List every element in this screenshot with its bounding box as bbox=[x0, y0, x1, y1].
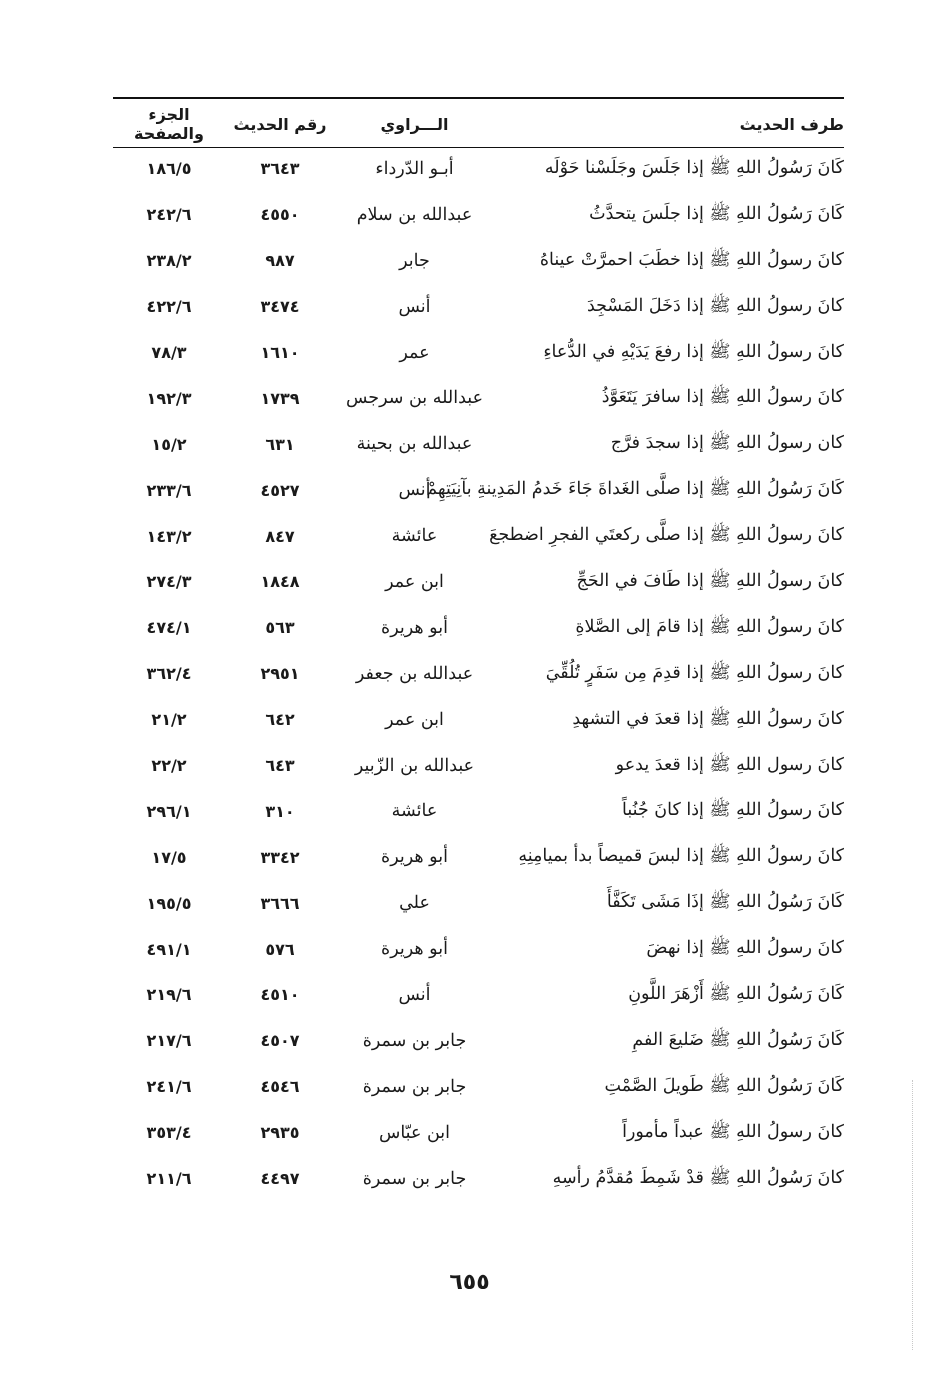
narrator-cell: أبو هريرة bbox=[381, 939, 448, 960]
volume-page-cell: ٢١/٢ bbox=[151, 710, 187, 730]
volume-page-cell: ١٩٢/٣ bbox=[146, 388, 192, 408]
hadith-number-cell: ٤٥٢٧ bbox=[260, 480, 300, 500]
narrator-cell: جابر بن سمرة bbox=[362, 1030, 467, 1051]
table-row bbox=[113, 1018, 854, 1064]
table-row bbox=[113, 284, 854, 330]
narrator-cell: ابن عمر bbox=[385, 709, 444, 730]
narrator-cell: أنس bbox=[398, 480, 431, 501]
hadith-text-cell: كانَ رسولُ اللهِ ﷺ إذا سافرَ يَتَعَوَّذُ bbox=[601, 387, 844, 408]
header-volume-page: الجزء والصفحة bbox=[134, 105, 204, 143]
hadith-number-cell: ٤٥٥٠ bbox=[260, 205, 300, 225]
narrator-cell: علي bbox=[399, 893, 430, 914]
table-row bbox=[113, 972, 854, 1018]
hadith-number-cell: ٦٣١ bbox=[265, 434, 295, 454]
hadith-number-cell: ٦٤٣ bbox=[265, 756, 295, 776]
hadith-text-cell: كَانَ رَسُولُ اللهِ ﷺ ضَليعَ الفمِ bbox=[632, 1029, 844, 1050]
table-row bbox=[113, 559, 854, 605]
table-row bbox=[113, 926, 854, 972]
top-rule bbox=[113, 97, 844, 99]
hadith-number-cell: ٤٥١٠ bbox=[260, 985, 300, 1005]
hadith-number-cell: ٢٩٥١ bbox=[260, 664, 300, 684]
narrator-cell: عبدالله بن الزّبير bbox=[354, 755, 475, 776]
narrator-cell: عبدالله بن سرجس bbox=[345, 388, 484, 409]
volume-page-cell: ١٧/٥ bbox=[151, 847, 187, 867]
hadith-number-cell: ٨٤٧ bbox=[265, 526, 295, 546]
hadith-number-cell: ٣١٠ bbox=[265, 801, 295, 821]
hadith-number-cell: ٤٥٤٦ bbox=[260, 1077, 300, 1097]
hadith-number-cell: ٥٦٣ bbox=[265, 618, 295, 638]
table-row bbox=[113, 788, 854, 834]
hadith-number-cell: ٣٤٧٤ bbox=[260, 297, 300, 317]
hadith-number-cell: ٥٧٦ bbox=[265, 939, 295, 959]
page-number: ٦٥٥ bbox=[449, 1270, 490, 1295]
hadith-text-cell: كانَ رسولُ اللهِ ﷺ إذا دَخَلَ المَسْجِدَ bbox=[586, 295, 844, 316]
table-row bbox=[113, 651, 854, 697]
narrator-cell: أنس bbox=[398, 296, 431, 317]
header-narrator: الـــراوي bbox=[380, 114, 449, 134]
hadith-text-cell: كانَ رسولُ اللهِ ﷺ إذا صلَّى ركعتَي الفجرِ اضطجعَ bbox=[489, 525, 844, 546]
volume-page-cell: ٢١٧/٦ bbox=[146, 1031, 192, 1051]
hadith-number-cell: ١٧٣٩ bbox=[260, 388, 300, 408]
narrator-cell: أبو هريرة bbox=[381, 617, 448, 638]
volume-page-cell: ٢١٩/٦ bbox=[146, 985, 192, 1005]
table-row bbox=[113, 605, 854, 651]
hadith-number-cell: ١٦١٠ bbox=[260, 343, 300, 362]
narrator-cell: جابر bbox=[399, 250, 430, 271]
table-row bbox=[113, 375, 854, 421]
table-row bbox=[113, 146, 854, 192]
volume-page-cell: ٤٧٤/١ bbox=[146, 618, 192, 638]
hadith-text-cell: كانَ رسولُ اللهِ ﷺ إذا لبسَ قميصاً بدأ بميامِنِهِ bbox=[518, 846, 844, 867]
narrator-cell: جابر بن سمرة bbox=[362, 1168, 467, 1189]
volume-page-cell: ٤٢٢/٦ bbox=[146, 297, 192, 317]
narrator-cell: عبدالله بن سلام bbox=[356, 204, 473, 225]
hadith-number-cell: ٣٦٤٣ bbox=[260, 159, 300, 179]
hadith-text-cell: كان رسولُ اللهِ ﷺ إذا سجدَ فرَّج bbox=[610, 433, 844, 454]
narrator-cell: ابن عمر bbox=[385, 571, 444, 592]
hadith-text-cell: كانَ رسول اللهِ ﷺ إذا قعدَ يدعو bbox=[615, 754, 844, 775]
header-row bbox=[113, 102, 854, 146]
volume-page-cell: ٣٥٣/٤ bbox=[146, 1123, 192, 1143]
narrator-cell: عائشة bbox=[391, 801, 438, 822]
hadith-text-cell: كَانَ رَسُولُ اللهِ ﷺ إذا جلَسَ يتحدَّثُ bbox=[589, 203, 844, 224]
narrator-cell: ابن عبّاس bbox=[378, 1122, 451, 1143]
volume-page-cell: ٣٦٢/٤ bbox=[146, 664, 192, 684]
table-row bbox=[113, 834, 854, 880]
hadith-text-cell: كانَ رسولُ اللهِ ﷺ إذا قامَ إلى الصَّلاةِ bbox=[575, 616, 844, 637]
table-row bbox=[113, 1156, 854, 1202]
volume-page-cell: ١٤٣/٢ bbox=[146, 526, 192, 546]
hadith-text-cell: كانَ رسولُ اللهِ ﷺ إذا طَافَ في الحَجِّ bbox=[576, 570, 844, 591]
narrator-cell: عبدالله بن بحينة bbox=[356, 434, 473, 455]
table-row bbox=[113, 467, 854, 513]
hadith-text-cell: كانَ رسولُ اللهِ ﷺ إذا رفعَ يَدَيْهِ في الدُّعاءِ bbox=[543, 341, 844, 362]
table-row bbox=[113, 743, 854, 789]
volume-page-cell: ١٩٥/٥ bbox=[146, 893, 192, 913]
hadith-text-cell: كَانَ رَسُولُ اللهِ ﷺ طَويلَ الصَّمْتِ bbox=[604, 1075, 844, 1096]
page-edge-mark bbox=[912, 1080, 915, 1350]
volume-page-cell: ١٨٦/٥ bbox=[146, 159, 192, 179]
volume-page-cell: ٢٤٢/٦ bbox=[146, 205, 192, 225]
hadith-text-cell: كَانَ رَسُولُ اللهِ ﷺ إذَا مَشَى تَكَفَّأَ bbox=[606, 892, 844, 913]
hadith-number-cell: ٣٦٦٦ bbox=[260, 893, 300, 913]
header-hadith-text: طرف الحديث bbox=[739, 114, 844, 134]
narrator-cell: أبو هريرة bbox=[381, 847, 448, 868]
table-row bbox=[113, 513, 854, 559]
hadith-index-table bbox=[113, 102, 854, 1201]
table-row bbox=[113, 238, 854, 284]
hadith-number-cell: ٤٤٩٧ bbox=[260, 1169, 300, 1189]
volume-page-cell: ٢٣٨/٢ bbox=[146, 251, 192, 271]
table-row bbox=[113, 330, 854, 376]
volume-page-cell: ٢٧٤/٣ bbox=[146, 572, 192, 592]
narrator-cell: عبدالله بن جعفر bbox=[355, 663, 474, 684]
narrator-cell: جابر بن سمرة bbox=[362, 1076, 467, 1097]
hadith-text-cell: كَانَ رَسُولُ اللهِ ﷺ أَزْهَرَ اللَّونِ bbox=[628, 983, 844, 1004]
volume-page-cell: ٢٤١/٦ bbox=[146, 1077, 192, 1097]
narrator-cell: أنس bbox=[398, 984, 431, 1005]
hadith-text-cell: كَانَ رَسُولُ اللهِ ﷺ إذا صلَّى الغَداةَ جَاءَ خَدمُ المَدِينةِ بآنِيَتِهِمْ bbox=[426, 479, 844, 500]
hadith-text-cell: كانَ رسولُ اللهِ ﷺ إذا قدِمَ مِن سَفَرٍ تُلُقِّيَ bbox=[545, 662, 844, 683]
narrator-cell: أبـو الدّرداء bbox=[375, 158, 454, 179]
table-row bbox=[113, 697, 854, 743]
hadith-text-cell: كانَ رسولُ اللهِ ﷺ إذا قعدَ في التشهدِ bbox=[572, 708, 844, 729]
volume-page-cell: ٢٣٣/٦ bbox=[146, 480, 192, 500]
hadith-text-cell: كانَ رسولُ اللهِ ﷺ عبداً مأموراً bbox=[622, 1121, 844, 1142]
hadith-number-cell: ٤٥٠٧ bbox=[260, 1031, 300, 1051]
hadith-text-cell: كانَ رسولُ اللهِ ﷺ إذا خطَبَ احمرَّتْ عيناهُ bbox=[539, 249, 844, 270]
volume-page-cell: ١٥/٢ bbox=[151, 434, 187, 454]
table-row bbox=[113, 880, 854, 926]
table-row bbox=[113, 1110, 854, 1156]
hadith-number-cell: ٩٨٧ bbox=[265, 251, 295, 271]
hadith-text-cell: كَانَ رَسُولُ اللهِ ﷺ إذا جَلَسَ وجَلَسْنا حَوْلَه bbox=[544, 157, 844, 178]
volume-page-cell: ٧٨/٣ bbox=[151, 343, 187, 362]
table-row bbox=[113, 1064, 854, 1110]
hadith-number-cell: ٦٤٢ bbox=[265, 710, 295, 730]
volume-page-cell: ٤٩١/١ bbox=[146, 939, 192, 959]
header-hadith-number: رقم الحديث bbox=[233, 114, 327, 134]
hadith-number-cell: ٢٩٣٥ bbox=[260, 1123, 300, 1143]
hadith-number-cell: ١٨٤٨ bbox=[260, 572, 300, 592]
narrator-cell: عمر bbox=[399, 342, 430, 363]
volume-page-cell: ٢١١/٦ bbox=[146, 1169, 192, 1189]
hadith-text-cell: كانَ رسولُ اللهِ ﷺ إذا كانَ جُنُباً bbox=[621, 800, 844, 821]
table-row bbox=[113, 192, 854, 238]
volume-page-cell: ٢٩٦/١ bbox=[146, 801, 192, 821]
hadith-text-cell: كانَ رَسُولُ اللهِ ﷺ قدْ شَمِطَ مُقدَّمُ رأسِهِ bbox=[552, 1167, 844, 1188]
volume-page-cell: ٢٢/٢ bbox=[151, 756, 187, 776]
table-row bbox=[113, 421, 854, 467]
hadith-number-cell: ٣٣٤٢ bbox=[260, 847, 300, 867]
hadith-text-cell: كانَ رسولُ اللهِ ﷺ إذا نهضَ bbox=[646, 938, 844, 959]
narrator-cell: عائشة bbox=[391, 526, 438, 547]
